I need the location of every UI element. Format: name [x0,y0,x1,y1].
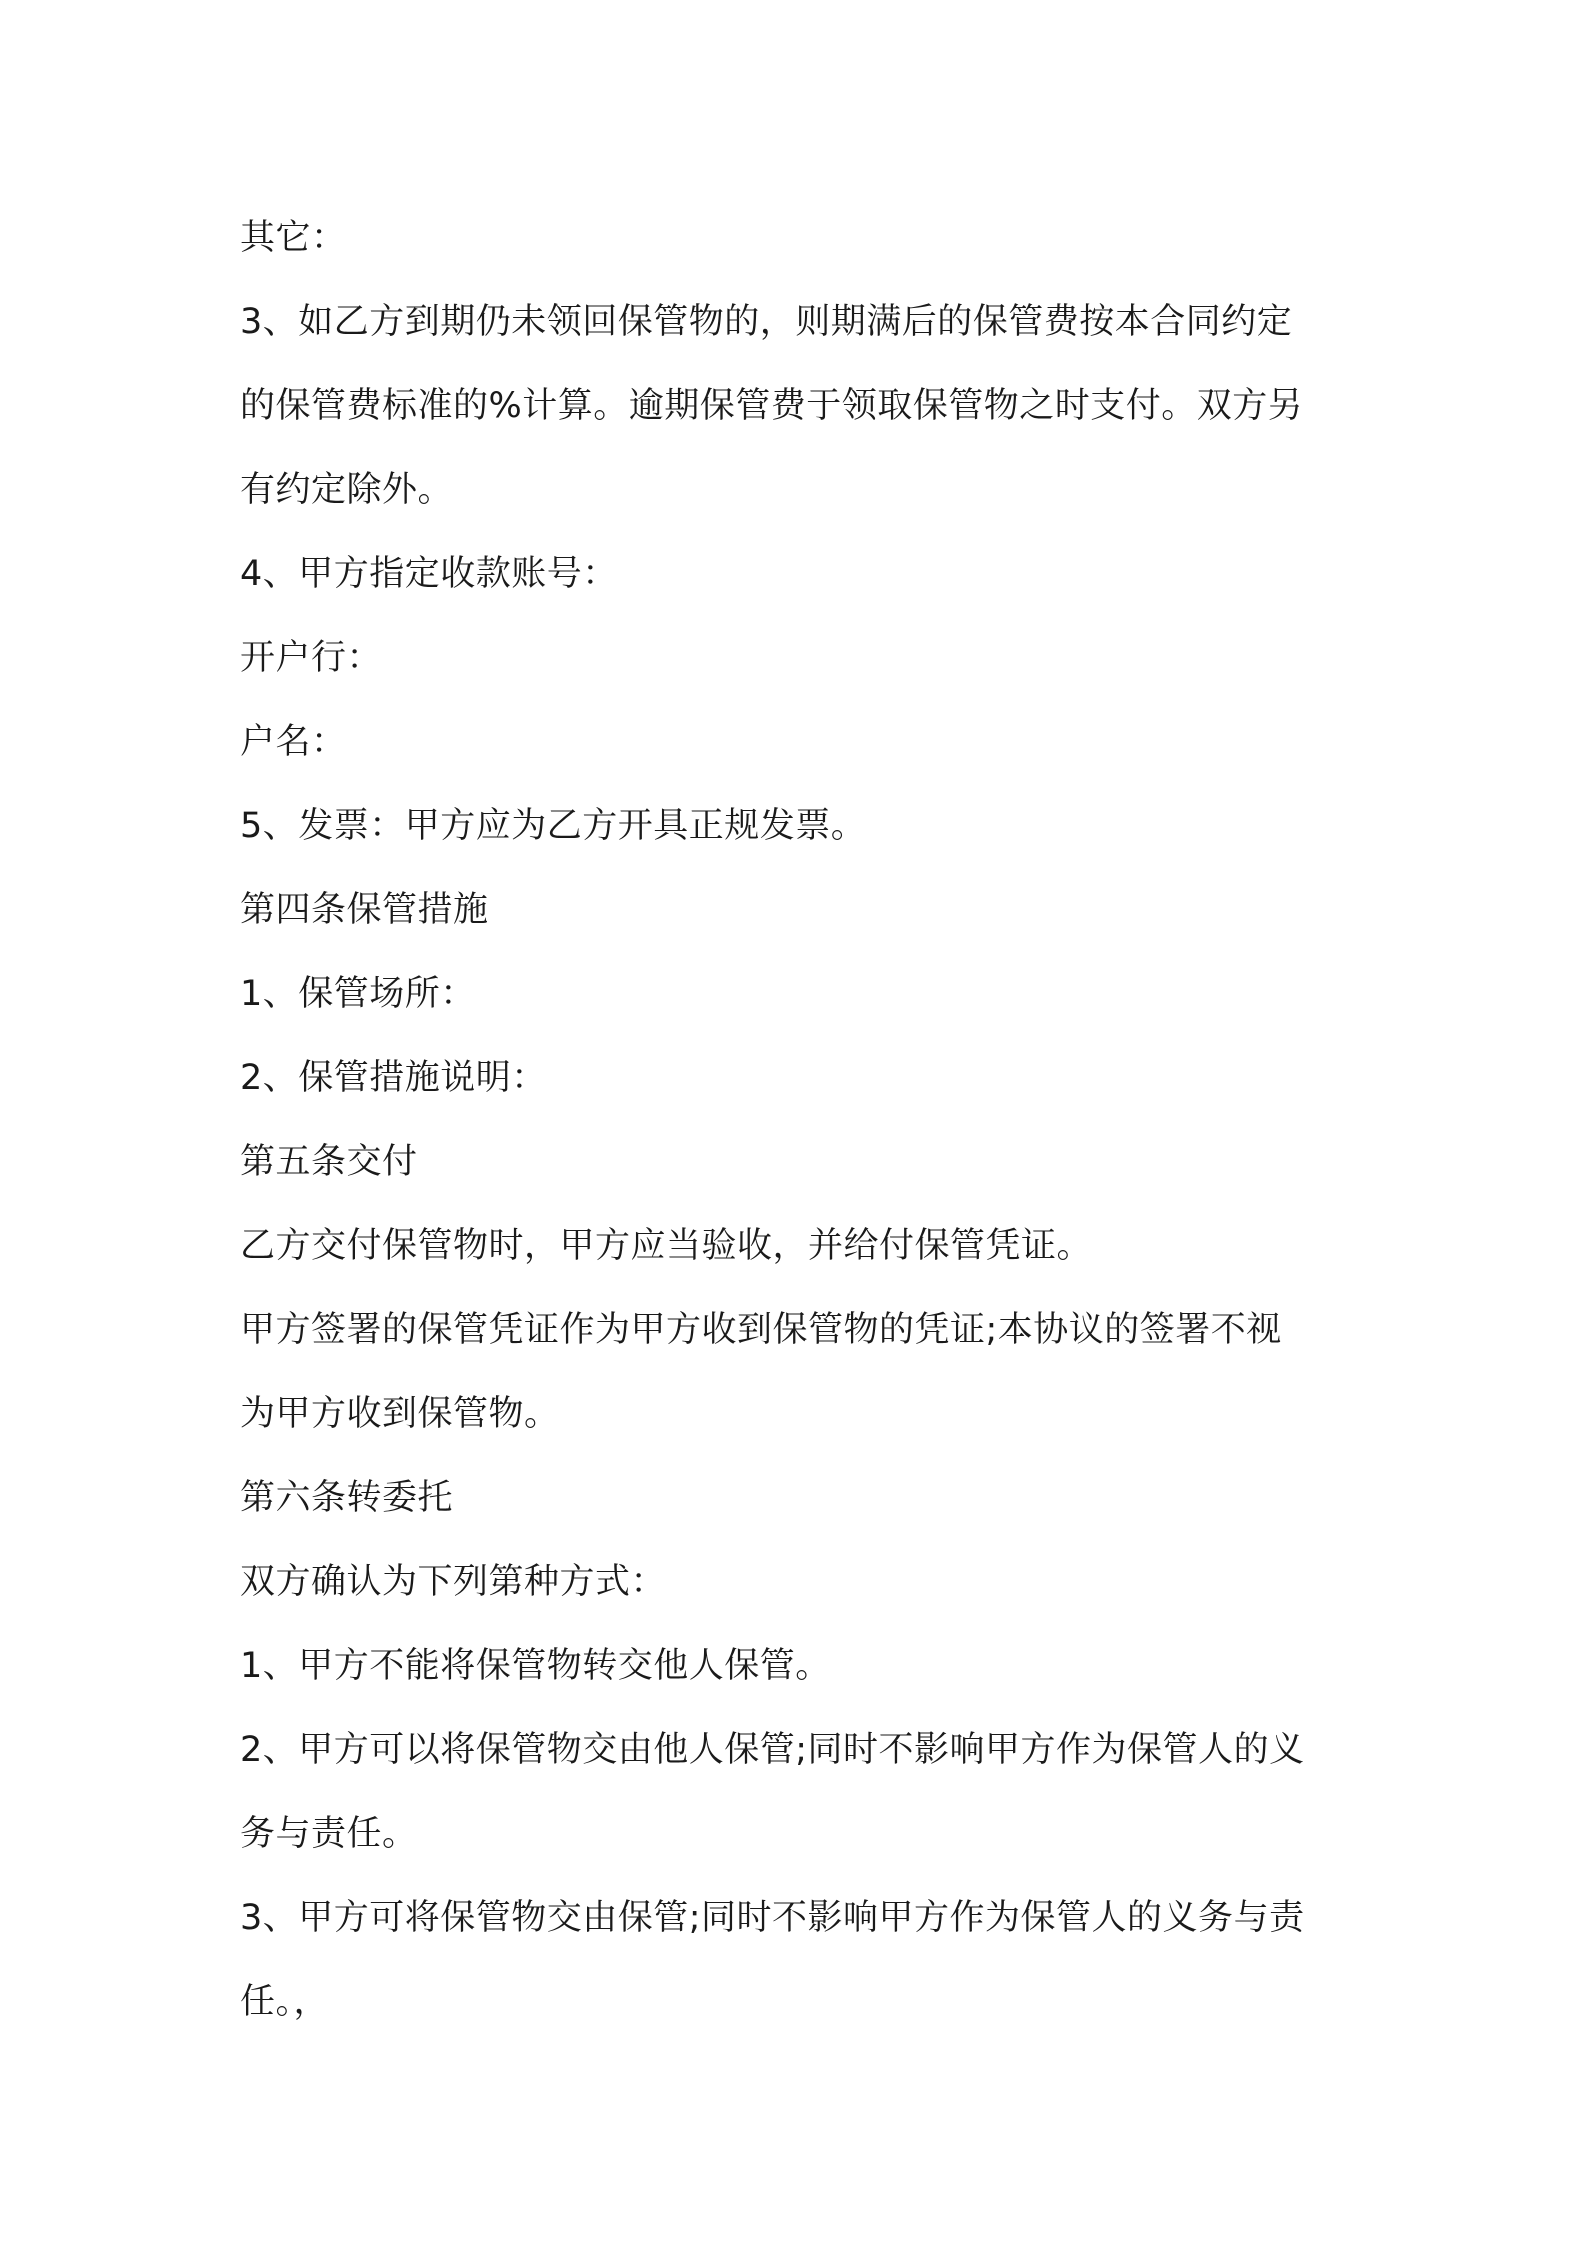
text-line: 务与责任。 [240,1814,418,1854]
text-line: 3、如乙方到期仍未领回保管物的，则期满后的保管费按本合同约定 [240,302,1293,342]
text-line: 开户行： [240,638,383,678]
text-line: 为甲方收到保管物。 [240,1394,560,1434]
text-line: 乙方交付保管物时，甲方应当验收，并给付保管凭证。 [240,1226,1093,1266]
text-line: 3、甲方可将保管物交由保管;同时不影响甲方作为保管人的义务与责 [240,1898,1305,1938]
text-line: 4、甲方指定收款账号： [240,554,618,594]
text-line: 1、甲方不能将保管物转交他人保管。 [240,1646,831,1686]
document-body [240,196,1360,2044]
text-line: 有约定除外。 [240,470,454,510]
text-line: 其它： [240,218,347,258]
text-line: 2、保管措施说明： [240,1058,547,1098]
text-line: 2、甲方可以将保管物交由他人保管;同时不影响甲方作为保管人的义 [240,1730,1305,1770]
text-line: 1、保管场所： [240,974,476,1014]
text-line: 双方确认为下列第种方式： [240,1562,667,1602]
text-line: 的保管费标准的%计算。逾期保管费于领取保管物之时支付。双方另 [240,386,1304,426]
section-heading: 第四条保管措施 [240,890,489,930]
text-line: 甲方签署的保管凭证作为甲方收到保管物的凭证;本协议的签署不视 [240,1310,1282,1350]
text-line: 任。， [240,1982,330,2022]
text-line: 户名： [240,722,347,762]
section-heading: 第六条转委托 [240,1478,454,1518]
section-heading: 第五条交付 [240,1142,418,1182]
text-line: 5、发票：甲方应为乙方开具正规发票。 [240,806,867,846]
